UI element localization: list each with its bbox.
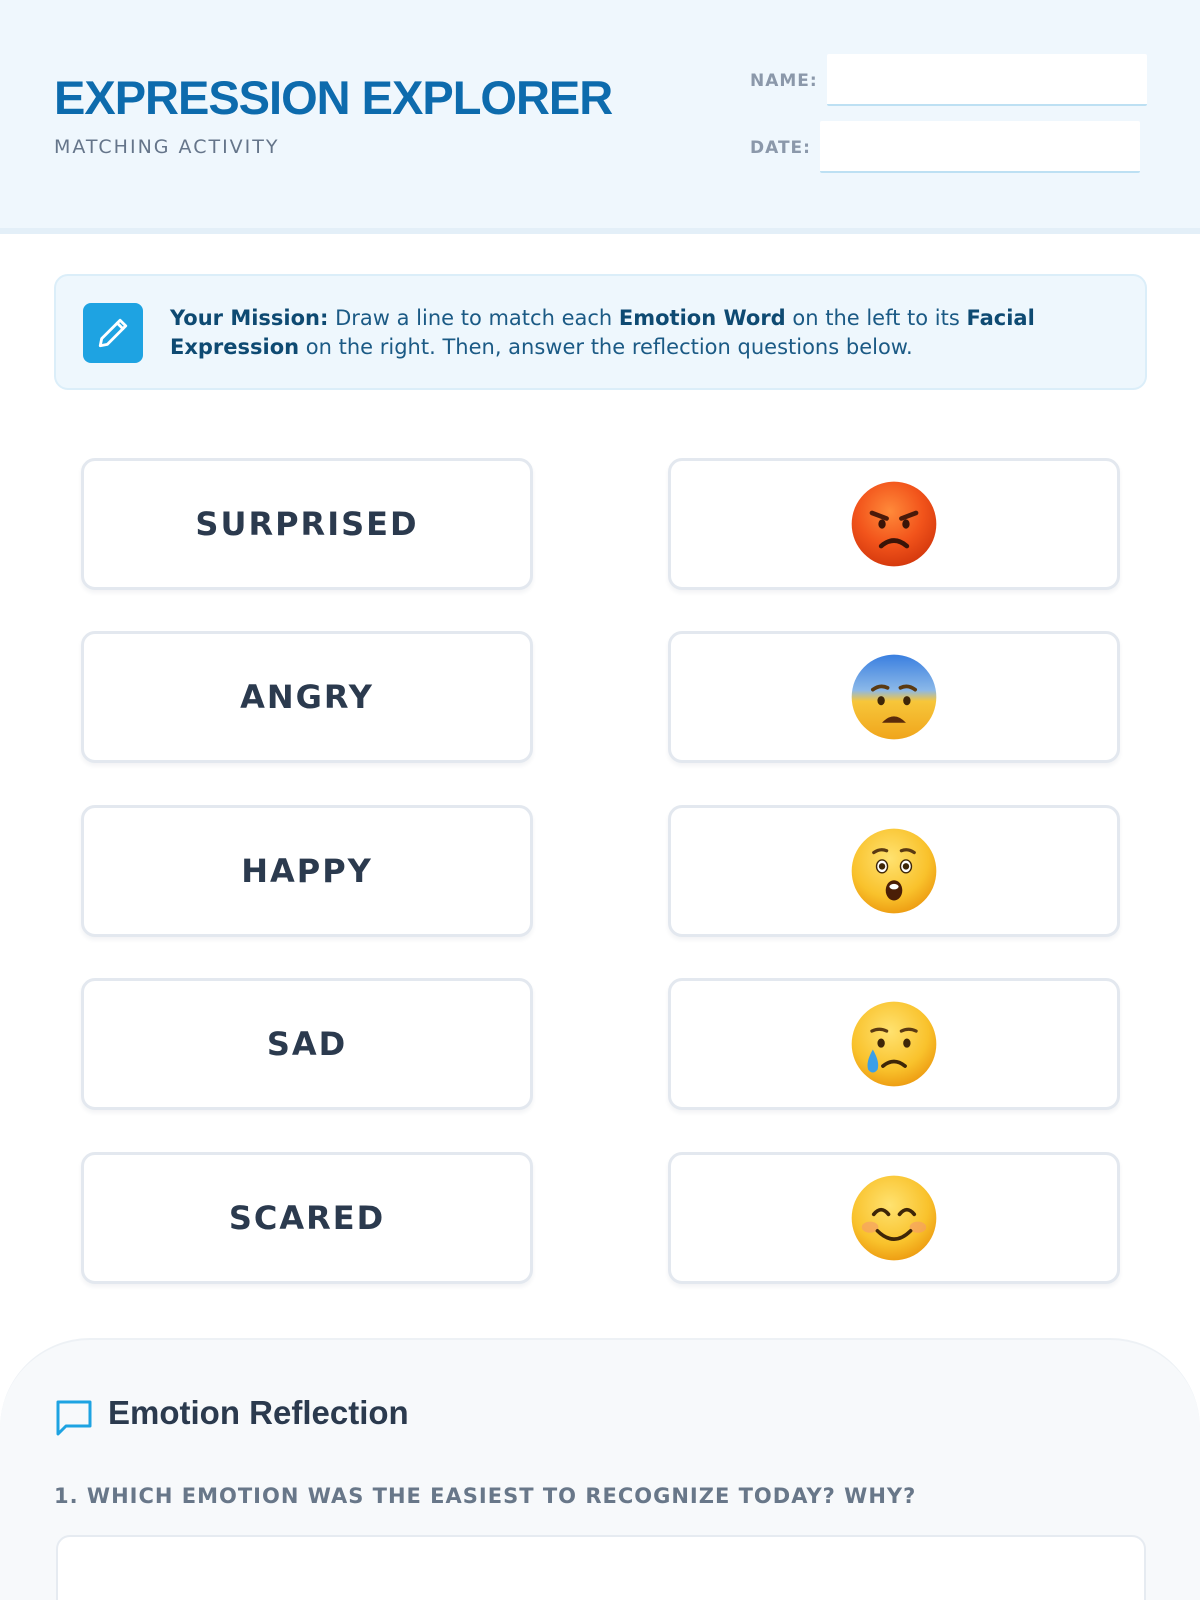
worksheet-title: EXPRESSION EXPLORER (54, 71, 613, 124)
face-card[interactable] (668, 458, 1120, 590)
date-label: DATE: (750, 138, 811, 158)
face-card[interactable] (668, 805, 1120, 937)
name-label: NAME: (750, 71, 818, 91)
chat-bubble-icon (54, 1398, 94, 1438)
name-field[interactable] (827, 54, 1147, 106)
word-card[interactable] (81, 631, 533, 763)
smiling-face-icon (848, 1172, 940, 1264)
reflection-title: Emotion Reflection (108, 1394, 409, 1431)
angry-face-icon (848, 478, 940, 570)
worksheet-subtitle: MATCHING ACTIVITY (54, 136, 280, 158)
word-label: SAD (266, 1025, 348, 1063)
word-label: SURPRISED (195, 505, 419, 543)
mission-instructions: Your Mission: Draw a line to match each Emotion Word on the left to its Facial Expression on the right. Then, answer the reflection questions below. (170, 306, 1035, 359)
word-card[interactable] (81, 1152, 533, 1284)
mission-box (54, 274, 1147, 390)
word-card[interactable] (81, 805, 533, 937)
face-card[interactable] (668, 1152, 1120, 1284)
word-label: HAPPY (241, 852, 373, 890)
reflection-question-1: 1. WHICH EMOTION WAS THE EASIEST TO RECOGNIZE TODAY? WHY? (54, 1484, 917, 1508)
word-label: SCARED (228, 1199, 386, 1237)
fearful-face-icon (848, 651, 940, 743)
word-label: ANGRY (240, 678, 374, 716)
crying-face-icon (848, 998, 940, 1090)
astonished-face-icon (848, 825, 940, 917)
date-field[interactable] (820, 121, 1140, 173)
pencil-icon (83, 303, 143, 363)
word-card[interactable] (81, 978, 533, 1110)
word-card[interactable] (81, 458, 533, 590)
face-card[interactable] (668, 631, 1120, 763)
answer-field-1[interactable] (56, 1535, 1146, 1600)
face-card[interactable] (668, 978, 1120, 1110)
